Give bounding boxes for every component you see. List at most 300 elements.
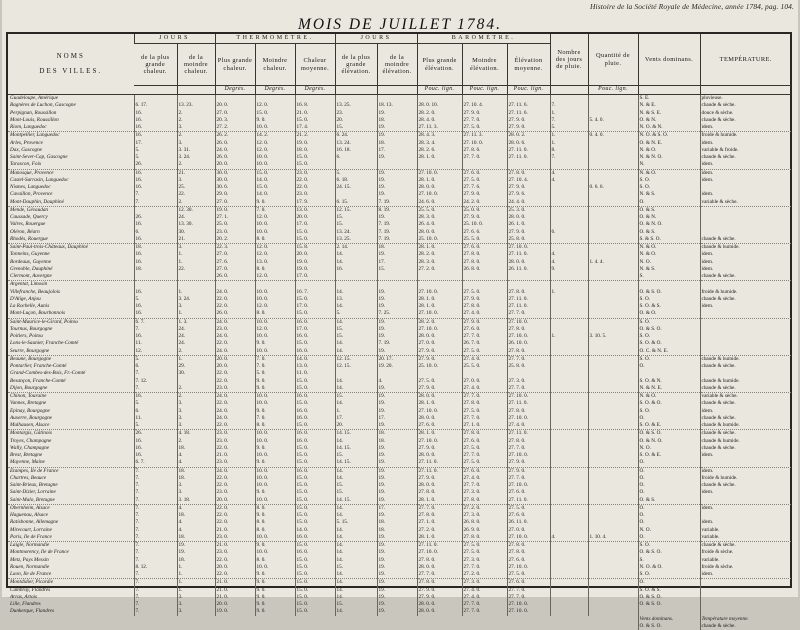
cell-vents: O. & S. O. [638,289,700,296]
table-row [8,199,791,207]
cell-temperature [700,214,791,221]
cell-elevation-moyenne: 27. 10. 0. [507,318,550,326]
cell-plus-grande-chaleur: 26. 0. [215,154,255,161]
cell-moindre-chaleur: 12. 0. [255,214,295,221]
cell-ville: Bagnères de Luchon, Gascogne [10,102,76,109]
cell-jours-pluie [550,438,588,445]
cell-jour-min-elevation [377,273,417,281]
cell-jour-max-elevation: 6. [335,154,377,161]
unit-blank [335,86,377,95]
cell-temperature [700,326,791,333]
cell-moindre-elevation: 27. 6. 0. [462,169,507,177]
page-title-year: 1784. [457,16,502,33]
cell-jour-max-elevation: 13. 25. [335,236,377,244]
cell-moindre-elevation: 27. 3. 0. [462,557,507,564]
cell-jour-min-chaleur: 4. [177,452,215,459]
cell-chaleur-moyenne: 16. 0. [295,415,335,422]
cell-quantite-pluie [588,363,638,370]
cell-ville: Arras, Artois [10,593,38,600]
cell-elevation-moyenne: 27. 9. 0. [507,459,550,467]
cell-temperature: douce & sèche. [700,110,791,117]
header-jours-pluie: Nombre des jours de pluie. [550,34,588,86]
cell-plus-grande-elevation: 27. 1. 0. [417,519,462,526]
cell-moindre-chaleur: 10. 0. [255,467,295,475]
cell-jours-pluie [550,489,588,496]
cell-quantite-pluie [588,475,638,482]
cell-moindre-elevation: 27. 5. 0. [462,177,507,184]
cell-moindre-elevation: 27. 6. 0. [462,467,507,475]
villes-label: DES VILLES. [39,66,103,75]
group-barometre: BAROMÈTRE. [417,34,550,44]
cell-jour-max-elevation: 14. [335,438,377,445]
cell-moindre-elevation: 27. 5. 0. [462,445,507,452]
header-quantite-pluie: Quantité de pluie. [588,34,638,86]
cell-jour-min-elevation: 19. [377,579,417,587]
cell-temperature: chaude & sèche. [700,385,791,393]
cell-moindre-elevation: 27. 8. 0. [462,497,507,505]
table-row [8,177,791,184]
cell-jour-min-elevation: 19. [377,564,417,571]
unit-degres: Degrés. [295,86,335,95]
cell-temperature: pluvieuse. [700,95,791,103]
cell-jours-pluie [550,340,588,347]
cell-elevation-moyenne: 27. 9. 0. [507,117,550,124]
cell-vents: O. C. & N. E. [638,348,700,356]
cell-jour-min-chaleur: 21. [177,236,215,244]
cell-jours-pluie [550,497,588,505]
cell-plus-grande-chaleur: 23. 0. [215,534,255,542]
cell-chaleur-moyenne: 15. 0. [295,229,335,236]
cell-moindre-elevation: 27. 3. 0. [462,512,507,519]
cell-chaleur-moyenne: 14. 0. [295,527,335,534]
cell-jour-min-elevation: 19. [377,169,417,177]
cell-jours-pluie [550,310,588,318]
cell-chaleur-moyenne: 22. 0. [295,177,335,184]
cell-elevation-moyenne: 27. 8. 0. [507,542,550,550]
cell-moindre-chaleur: 8. 0. [255,236,295,244]
cell-jour-max-chaleur: 16. [134,132,177,140]
cell-jour-max-chaleur: 16. [134,221,177,228]
cell-quantite-pluie [588,571,638,579]
cell-moindre-chaleur: 10. 0. [255,318,295,326]
cell-jours-pluie [550,459,588,467]
cell-jour-max-chaleur: 12. [134,348,177,356]
cell-quantite-pluie [588,400,638,407]
cell-elevation-moyenne: 26. 11. 0. [507,266,550,273]
cell-moindre-elevation: 27. 5. 0. [462,408,507,415]
cell-jour-max-elevation: 14. [335,594,377,601]
cell-elevation-moyenne: 27. 7. 0. [507,475,550,482]
cell-jour-max-chaleur: 5. [134,296,177,303]
cell-temperature: idem. [700,571,791,579]
header-chaleur-moyenne: Chaleur moyenne. [295,44,335,86]
cell-jour-max-elevation: 14. [335,303,377,310]
table-row [8,147,791,154]
cell-vents: S. O. & S. [638,587,700,594]
table-row [8,318,791,326]
cell-jour-max-chaleur [134,206,177,214]
cell-temperature: variable. [700,527,791,534]
cell-jours-pluie [550,348,588,356]
cell-plus-grande-elevation: 28. 1. 0. [417,430,462,438]
cell-moindre-elevation: 27. 7. 6. [462,184,507,191]
cell-jour-max-chaleur: 6. 7. [134,459,177,467]
cell-jour-max-chaleur: 16. [134,445,177,452]
cell-chaleur-moyenne: 20. 0. [295,251,335,258]
cell-elevation-moyenne: 27. 11. 0. [507,296,550,303]
table-row [8,281,791,289]
cell-elevation-moyenne: 27. 10. 0. [507,333,550,340]
cell-ville: Etampes, Ile de France [8,467,134,475]
table-row [8,587,791,594]
cell-moindre-elevation: 27. 9. 0. [462,191,507,198]
cell-jour-max-elevation: 15. [335,601,377,608]
cell-jour-max-chaleur: 7. [134,497,177,505]
header-jour-plus-grande-chaleur: de la plus grande chaleur. [134,44,177,86]
cell-elevation-moyenne: 27. 11. 6. [507,110,550,117]
cell-chaleur-moyenne: 16. 0. [295,438,335,445]
cell-jours-pluie: 4. [550,177,588,184]
cell-jour-min-elevation: 8. 19. [377,206,417,214]
cell-moindre-chaleur: 12. 0. [255,102,295,109]
cell-plus-grande-chaleur: 23. 0. [215,438,255,445]
cell-jour-max-chaleur: 8. 12. [134,564,177,571]
cell-plus-grande-chaleur: 20. 0. [215,355,255,363]
table-row [8,549,791,556]
cell-moindre-elevation: 26. 9. 0. [462,527,507,534]
table-row [8,400,791,407]
cell-vents [638,370,700,377]
cell-jour-min-elevation: 19. [377,303,417,310]
cell-jour-min-chaleur: 18. [177,475,215,482]
cell-moindre-chaleur: 9. 0. [255,489,295,496]
cell-elevation-moyenne: 27. 7. 0. [507,445,550,452]
cell-plus-grande-elevation: 27. 10. 0. [417,549,462,556]
title-row [2,14,798,34]
cell-plus-grande-elevation: 28. 0. 0. [417,415,462,422]
cell-quantite-pluie [588,512,638,519]
cell-jour-min-chaleur: 13. 23. [177,102,215,109]
cell-plus-grande-chaleur [215,281,255,289]
cell-jour-min-elevation: 19. [377,549,417,556]
cell-jour-max-elevation: 14. [335,534,377,542]
cell-jour-min-elevation: 19. [377,467,417,475]
header-jour-moindre-chaleur: de la moindre chaleur. [177,44,215,86]
cell-jour-min-chaleur: 2. [177,199,215,207]
cell-jours-pluie [550,161,588,169]
cell-jour-min-chaleur: 29. [177,363,215,370]
cell-jours-pluie [550,608,588,615]
cell-ville: Montargis, Gâtinois [8,430,134,438]
cell-quantite-pluie [588,214,638,221]
cell-quantite-pluie [588,296,638,303]
cell-moindre-elevation: 25. 5. 0. [462,363,507,370]
cell-jour-max-elevation: 17. [335,415,377,422]
cell-quantite-pluie [588,289,638,296]
cell-elevation-moyenne [507,273,550,281]
cell-jour-max-elevation: 14. [335,527,377,534]
cell-jour-min-chaleur: 3. [177,415,215,422]
cell-plus-grande-chaleur: 27. 0. [215,251,255,258]
cell-jour-min-chaleur: 22. [177,191,215,198]
cell-jour-max-elevation: 14. [335,400,377,407]
cell-plus-grande-chaleur: 22. 0. [215,571,255,579]
cell-moindre-elevation: 27. 9. 0. [462,318,507,326]
cell-plus-grande-chaleur: 26. 2. [215,132,255,140]
cell-elevation-moyenne: 27. 5. 0. [507,504,550,512]
cell-moindre-elevation [462,161,507,169]
cell-temperature: variable & sèche. [700,393,791,401]
table-row [8,467,791,475]
cell-ville: Perpignan, Roussillon [10,109,57,116]
cell-elevation-moyenne [507,281,550,289]
cell-jours-pluie [550,281,588,289]
cell-chaleur-moyenne: 18. 0. [295,147,335,154]
cell-elevation-moyenne: 27. 8. 0. [507,549,550,556]
cell-jour-min-elevation: 18. [377,430,417,438]
cell-elevation-moyenne: 25. 8. 0. [507,363,550,370]
cell-jour-min-elevation: 19. [377,333,417,340]
cell-plus-grande-elevation: 27. 9. 0. [417,445,462,452]
cell-jour-min-chaleur: 1. [177,571,215,579]
cell-plus-grande-chaleur: 21. 0. [215,527,255,534]
footer-label-row [8,616,791,623]
cell-jour-min-elevation: 19. [377,124,417,132]
cell-temperature: chaude & sèche. [700,236,791,244]
cell-plus-grande-elevation: 28. 0. 0. [417,564,462,571]
cell-jour-max-chaleur: 16. [134,169,177,177]
villes-header [8,34,134,95]
table-row [8,438,791,445]
cell-jour-min-elevation: 19. [377,594,417,601]
header-moindre-elevation: Moindre élévation. [462,44,507,86]
cell-jour-min-chaleur: 3. [177,400,215,407]
cell-plus-grande-chaleur: 22. 0. [215,296,255,303]
cell-elevation-moyenne: 27. 7. 0. [507,310,550,318]
cell-jour-min-elevation: 19. [377,154,417,161]
cell-moindre-elevation: 27. 8. 0. [462,251,507,258]
cell-temperature: idem. [700,504,791,512]
cell-quantite-pluie [588,340,638,347]
cell-jour-min-chaleur: 1. [177,355,215,363]
cell-ville: Villefranche, Beaujolois [10,288,61,295]
cell-jours-pluie [550,221,588,228]
cell-vents: O. [638,519,700,526]
cell-jour-max-chaleur: 16. [134,124,177,132]
cell-temperature: idem. [700,303,791,310]
cell-quantite-pluie [588,608,638,615]
cell-ville: Auxerre, Bourgogne [10,414,52,421]
cell-moindre-elevation: 27. 8. 0. [462,303,507,310]
cell-vents: N. & O. [638,251,700,258]
cell-moindre-chaleur: 10. 0. [255,438,295,445]
cell-vents: S. O. & E. [638,422,700,430]
cell-moindre-chaleur: 5. 0. [255,370,295,377]
cell-chaleur-moyenne: 15. 0. [295,117,335,124]
cell-jour-max-elevation: 13. 25. [335,102,377,109]
cell-temperature: chaude & sèche. [700,445,791,452]
cell-jour-min-chaleur [177,95,215,103]
cell-moindre-chaleur: 10. 0. [255,124,295,132]
cell-jour-max-chaleur: 16. [134,333,177,340]
cell-plus-grande-elevation [417,95,462,103]
table-row [8,459,791,467]
cell-vents: S. O. [638,296,700,303]
cell-quantite-pluie [588,229,638,236]
cell-jour-max-elevation: 20. [335,422,377,430]
cell-jour-min-elevation: 19. [377,489,417,496]
cell-temperature [700,348,791,356]
cell-chaleur-moyenne: 15. 0. [295,489,335,496]
cell-jours-pluie: 1. [550,289,588,296]
cell-temperature: chaude & sèche. [700,273,791,281]
cell-jour-min-chaleur: 18. [177,467,215,475]
cell-jours-pluie [550,415,588,422]
cell-jour-min-elevation: 17. [377,259,417,266]
table-row [8,385,791,393]
cell-chaleur-moyenne: 17. 0. [295,326,335,333]
cell-plus-grande-chaleur: 27. 1. [215,214,255,221]
cell-jour-max-elevation: 14. [335,348,377,356]
cell-vents: N. [638,161,700,169]
cell-vents: S. O. & E. [638,452,700,459]
cell-vents: O. & N. [638,117,700,124]
cell-moindre-elevation: 27. 6. 0. [462,438,507,445]
cell-moindre-elevation: 27. 7. 0. [462,608,507,615]
cell-quantite-pluie [588,378,638,385]
cell-elevation-moyenne: 27. 6. 0. [507,557,550,564]
cell-jour-min-elevation: 19. [377,542,417,550]
cell-jour-min-chaleur: 1. [177,251,215,258]
cell-ville: Riom, Languedoc [10,124,47,130]
cell-moindre-elevation: 27. 7. 0. [462,154,507,161]
cell-jours-pluie [550,422,588,430]
cell-plus-grande-elevation: 27. 10. 0. [417,169,462,177]
table-row [8,564,791,571]
cell-jour-max-elevation: 15. [335,214,377,221]
cell-jour-max-chaleur: 16. [134,177,177,184]
cell-plus-grande-chaleur: 23. 0. [215,430,255,438]
cell-jours-pluie [550,408,588,415]
cell-jour-min-chaleur: 19. [177,542,215,550]
cell-ville: Grand-Combes-des-Bois, Fr.-Comté [10,370,86,377]
cell-jour-max-elevation: 15. [335,124,377,132]
cell-moindre-chaleur: 14. 0. [255,177,295,184]
cell-temperature: idem. [700,177,791,184]
cell-plus-grande-chaleur: 27. 0. [215,110,255,117]
cell-moindre-elevation: 25. 10. 0. [462,221,507,228]
cell-moindre-elevation: 27. 6. 0. [462,244,507,252]
cell-jour-min-chaleur: 4. [177,504,215,512]
cell-elevation-moyenne: 27. 3. 0. [507,378,550,385]
cell-moindre-chaleur: 7. 0. [255,206,295,214]
cell-jour-max-chaleur: 18. [134,266,177,273]
cell-jour-min-chaleur: 13. 30. [177,221,215,228]
cell-moindre-elevation: 27. 0. 0. [462,378,507,385]
cell-chaleur-moyenne: 15. 0. [295,557,335,564]
cell-temperature [700,512,791,519]
cell-jours-pluie: 7. [550,102,588,109]
table-row [8,296,791,303]
cell-elevation-moyenne: 27. 11. 0. [507,497,550,505]
cell-jour-min-elevation: 19. [377,214,417,221]
cell-elevation-moyenne: 27. 7. 0. [507,594,550,601]
cell-chaleur-moyenne: 16. 0. [295,348,335,356]
cell-plus-grande-elevation: 28. 2. 0. [417,318,462,326]
cell-chaleur-moyenne: 16. 7. [295,289,335,296]
cell-vents: N. & O. [638,244,700,252]
cell-moindre-chaleur: 10. 0. [255,393,295,401]
cell-jour-min-chaleur: 18. [177,557,215,564]
cell-jour-max-chaleur: 7. [134,601,177,608]
header-temperature: TEMPÉRATURE. [700,34,791,86]
unit-degres: Degrés. [215,86,255,95]
cell-jour-max-elevation [335,273,377,281]
cell-plus-grande-chaleur: 22. 3. [215,244,255,252]
cell-moindre-elevation: 27. 8. 0. [462,400,507,407]
cell-ville: Valres, Rouergue [10,221,46,228]
cell-moindre-chaleur [255,95,295,103]
cell-temperature [700,281,791,289]
cell-quantite-pluie [588,594,638,601]
table-row [8,393,791,401]
cell-jour-min-chaleur: 22. [177,266,215,273]
cell-jour-max-elevation: 12. 15. [335,355,377,363]
cell-plus-grande-elevation: 28. 2. 0. [417,110,462,117]
cell-temperature: chaude & humide. [700,438,791,445]
cell-plus-grande-elevation: 27. 10. 0. [417,289,462,296]
footer-spacer [8,616,638,623]
cell-jour-max-elevation: 20. [335,117,377,124]
cell-temperature [700,459,791,467]
header-moindre-chaleur: Moindre chaleur. [255,44,295,86]
cell-vents: S. [638,557,700,564]
cell-moindre-chaleur: 9. 0. [255,408,295,415]
table-row [8,140,791,147]
cell-temperature: chaude & humide. [700,422,791,430]
cell-elevation-moyenne: 27. 11. 0. [507,147,550,154]
cell-jour-max-chaleur: 7. 12. [134,378,177,385]
cell-jours-pluie [550,199,588,207]
table-row [8,475,791,482]
cell-jour-min-elevation: 19. [377,482,417,489]
cell-plus-grande-chaleur: 23. 0. [215,326,255,333]
cell-vents: S. O. [638,177,700,184]
cell-jour-min-chaleur: 3. [177,482,215,489]
cell-plus-grande-chaleur: 21. 0. [215,452,255,459]
cell-quantite-pluie [588,527,638,534]
header-elevation-moyenne: Élévation moyenne. [507,44,550,86]
cell-plus-grande-chaleur: 27. 0. [215,266,255,273]
cell-jour-max-chaleur: 7. [134,482,177,489]
cell-ville: Arles, Provence [10,139,43,146]
cell-jour-max-chaleur: 7. [134,527,177,534]
cell-jours-pluie: 4. [550,251,588,258]
cell-jour-min-elevation: 7. 19. [377,221,417,228]
cell-moindre-chaleur: 15. 0. [255,184,295,191]
cell-plus-grande-chaleur: 24. 0. [215,318,255,326]
cell-plus-grande-elevation: 28. 4. 0. [417,117,462,124]
cell-moindre-chaleur: 8. 0. [255,557,295,564]
cell-chaleur-moyenne: 15. 0. [295,542,335,550]
cell-jours-pluie: 7. [550,117,588,124]
footer-temp-value: chaude & sèche. [700,623,791,630]
cell-jour-min-elevation: 19. [377,348,417,356]
cell-plus-grande-chaleur: 24. 0. [215,415,255,422]
cell-jours-pluie [550,527,588,534]
cell-jour-min-chaleur: 19. [177,549,215,556]
cell-temperature: froide & humide. [700,132,791,140]
